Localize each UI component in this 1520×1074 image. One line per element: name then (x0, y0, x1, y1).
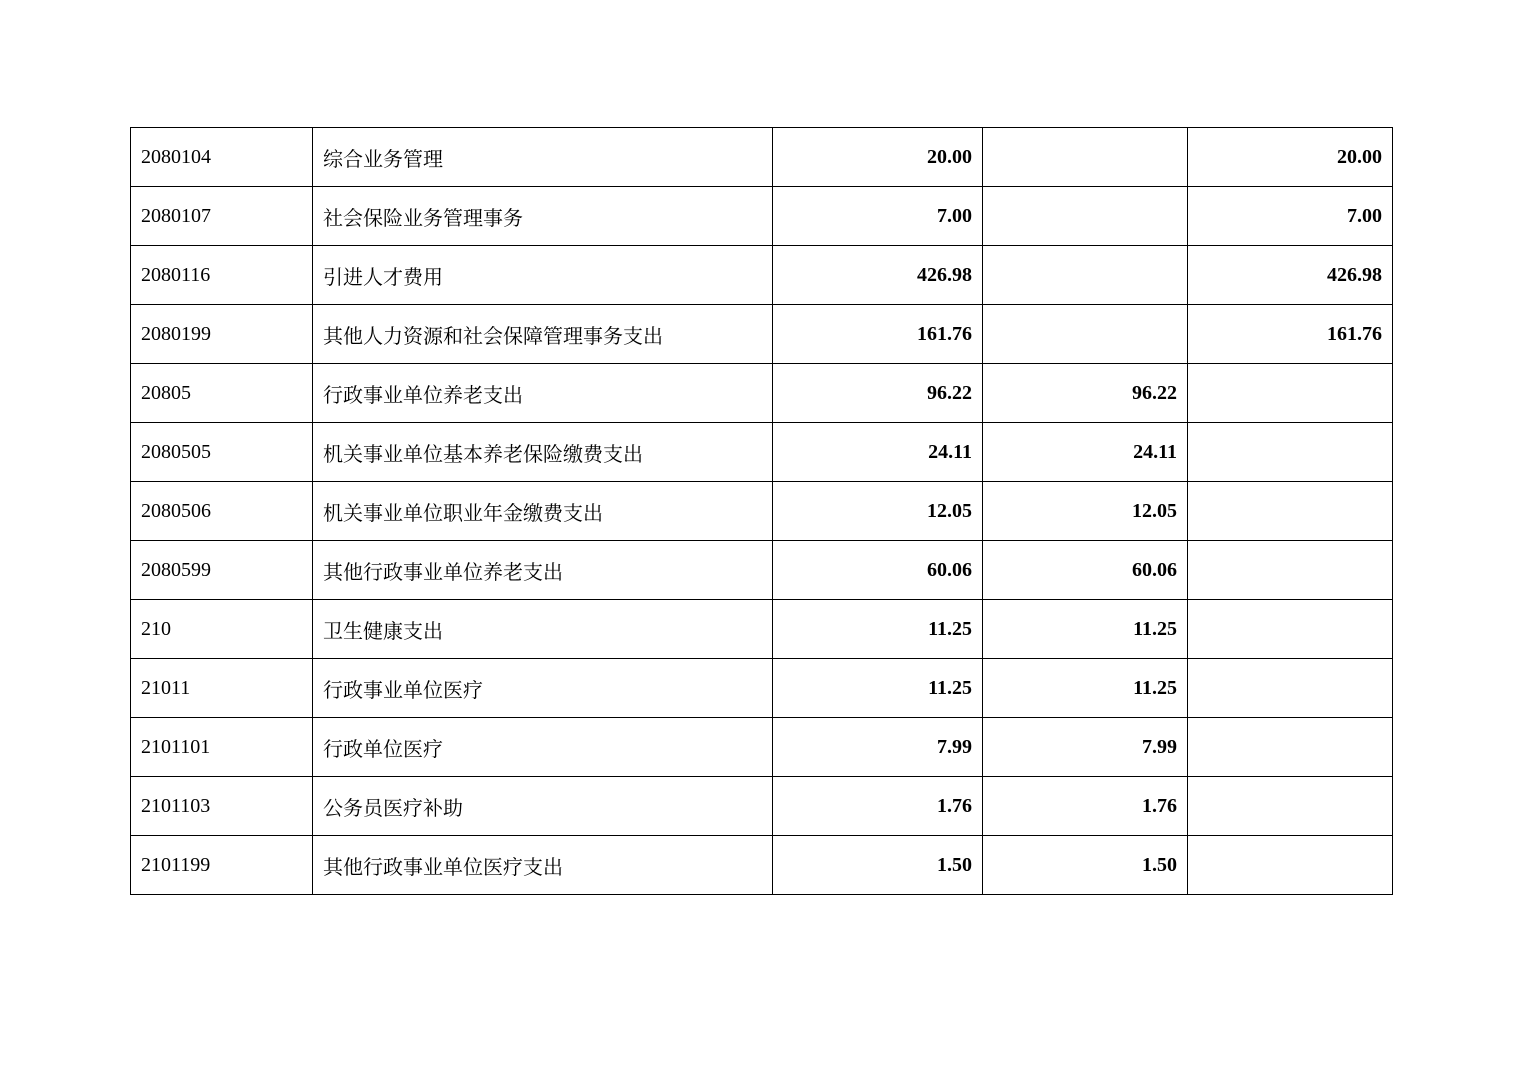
budget-item-name-cell: 社会保险业务管理事务 (313, 187, 773, 246)
budget-amount-cell-3: 20.00 (1188, 128, 1393, 187)
budget-amount-cell-2 (983, 305, 1188, 364)
budget-amount-cell-3 (1188, 364, 1393, 423)
budget-amount-cell-2: 12.05 (983, 482, 1188, 541)
budget-item-name-cell: 其他行政事业单位医疗支出 (313, 836, 773, 895)
budget-item-name-cell: 卫生健康支出 (313, 600, 773, 659)
table-row (131, 305, 1393, 364)
budget-code-cell: 210 (131, 600, 313, 659)
budget-amount-cell-3: 7.00 (1188, 187, 1393, 246)
budget-amount-cell-1: 20.00 (773, 128, 983, 187)
budget-item-name-cell: 机关事业单位基本养老保险缴费支出 (313, 423, 773, 482)
table-row (131, 246, 1393, 305)
budget-amount-cell-2: 96.22 (983, 364, 1188, 423)
table-body (131, 128, 1393, 895)
table-row (131, 777, 1393, 836)
budget-amount-cell-1: 1.50 (773, 836, 983, 895)
table-row (131, 600, 1393, 659)
budget-item-name-cell: 行政事业单位医疗 (313, 659, 773, 718)
budget-amount-cell-1: 12.05 (773, 482, 983, 541)
budget-amount-cell-3 (1188, 541, 1393, 600)
budget-code-cell: 2080199 (131, 305, 313, 364)
budget-amount-cell-3 (1188, 423, 1393, 482)
budget-amount-cell-2: 11.25 (983, 659, 1188, 718)
budget-amount-cell-1: 11.25 (773, 600, 983, 659)
budget-item-name-cell: 行政事业单位养老支出 (313, 364, 773, 423)
budget-code-cell: 2080506 (131, 482, 313, 541)
budget-item-name-cell: 综合业务管理 (313, 128, 773, 187)
budget-item-name-cell: 公务员医疗补助 (313, 777, 773, 836)
budget-amount-cell-1: 96.22 (773, 364, 983, 423)
table-row (131, 541, 1393, 600)
budget-expenditure-table (130, 127, 1393, 895)
budget-code-cell: 2101199 (131, 836, 313, 895)
budget-amount-cell-3 (1188, 482, 1393, 541)
budget-amount-cell-2 (983, 128, 1188, 187)
budget-code-cell: 20805 (131, 364, 313, 423)
budget-item-name-cell: 机关事业单位职业年金缴费支出 (313, 482, 773, 541)
budget-amount-cell-3 (1188, 600, 1393, 659)
budget-amount-cell-3 (1188, 718, 1393, 777)
budget-item-name-cell: 行政单位医疗 (313, 718, 773, 777)
budget-amount-cell-2: 24.11 (983, 423, 1188, 482)
budget-amount-cell-1: 426.98 (773, 246, 983, 305)
budget-item-name-cell: 其他人力资源和社会保障管理事务支出 (313, 305, 773, 364)
budget-code-cell: 2101103 (131, 777, 313, 836)
budget-item-name-cell: 引进人才费用 (313, 246, 773, 305)
budget-amount-cell-3: 161.76 (1188, 305, 1393, 364)
budget-code-cell: 2080104 (131, 128, 313, 187)
budget-amount-cell-2: 1.76 (983, 777, 1188, 836)
table-row (131, 482, 1393, 541)
budget-amount-cell-2: 60.06 (983, 541, 1188, 600)
budget-amount-cell-2 (983, 187, 1188, 246)
budget-amount-cell-3 (1188, 777, 1393, 836)
budget-amount-cell-3 (1188, 659, 1393, 718)
budget-code-cell: 2101101 (131, 718, 313, 777)
budget-code-cell: 2080107 (131, 187, 313, 246)
budget-amount-cell-1: 24.11 (773, 423, 983, 482)
budget-amount-cell-3 (1188, 836, 1393, 895)
table-row (131, 128, 1393, 187)
budget-amount-cell-2: 7.99 (983, 718, 1188, 777)
budget-code-cell: 21011 (131, 659, 313, 718)
budget-amount-cell-1: 60.06 (773, 541, 983, 600)
budget-amount-cell-1: 7.99 (773, 718, 983, 777)
budget-amount-cell-3: 426.98 (1188, 246, 1393, 305)
budget-amount-cell-2: 11.25 (983, 600, 1188, 659)
budget-amount-cell-1: 161.76 (773, 305, 983, 364)
budget-amount-cell-1: 11.25 (773, 659, 983, 718)
table-row (131, 364, 1393, 423)
table-row (131, 718, 1393, 777)
table-row (131, 187, 1393, 246)
table-row (131, 423, 1393, 482)
budget-code-cell: 2080116 (131, 246, 313, 305)
table-row (131, 659, 1393, 718)
budget-amount-cell-1: 7.00 (773, 187, 983, 246)
budget-code-cell: 2080505 (131, 423, 313, 482)
table-row (131, 836, 1393, 895)
budget-amount-cell-2 (983, 246, 1188, 305)
budget-item-name-cell: 其他行政事业单位养老支出 (313, 541, 773, 600)
budget-amount-cell-1: 1.76 (773, 777, 983, 836)
budget-amount-cell-2: 1.50 (983, 836, 1188, 895)
budget-code-cell: 2080599 (131, 541, 313, 600)
